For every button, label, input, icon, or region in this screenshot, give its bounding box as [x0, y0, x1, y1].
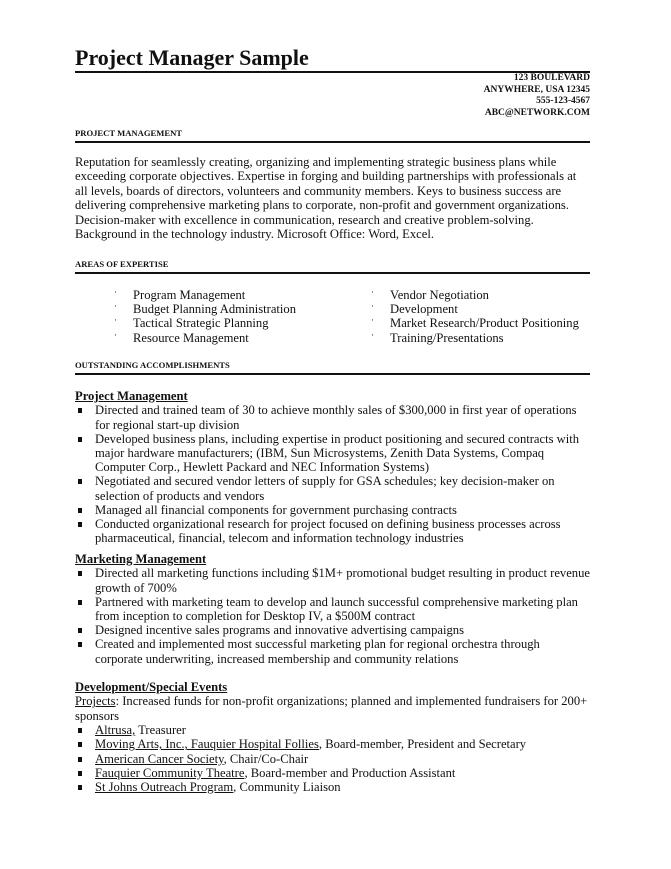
project-management-block [75, 389, 590, 545]
bullet-icon: · [114, 315, 117, 326]
divider [75, 141, 590, 143]
list-item: Negotiated and secured vendor letters of supply for GSA schedules; key decision-maker on selection of products and vendors [75, 474, 590, 502]
list-item [75, 752, 590, 766]
list-item [114, 331, 296, 345]
city-line: ANYWHERE, USA 12345 [483, 84, 590, 95]
list-item [371, 288, 579, 302]
list-item: Conducted organizational research for project focused on defining business processes across pharmaceutical, financial, telecom and information technology industries [75, 517, 590, 545]
list-item: Managed all financial components for government purchasing contracts [75, 503, 590, 517]
email: ABC@NETWORK.COM [484, 108, 590, 119]
bullet-list [75, 566, 590, 665]
item-text: Tactical Strategic Planning [133, 316, 269, 331]
address-line: 123 BOULEVARD [513, 73, 590, 83]
projects-label: Projects [75, 694, 116, 709]
divider [75, 272, 590, 274]
expertise-column-left [114, 288, 296, 345]
subheading: Development/Special Events [75, 680, 228, 694]
bullet-icon: · [114, 287, 117, 297]
role: , Board-member, President and Secretary [318, 737, 527, 752]
development-block [75, 680, 590, 794]
section-heading-expertise: AREAS OF EXPERTISE [75, 259, 169, 269]
list-item [75, 766, 590, 780]
list-item: Partnered with marketing team to develop and launch successful comprehensive marketing plan from inception to completion for Desktop IV, a $500M contract [75, 595, 590, 623]
list-item [75, 737, 590, 751]
list-item: Directed all marketing functions including $1M+ promotional budget resulting in product revenue growth of 700% [75, 566, 590, 594]
organization: American Cancer Society [95, 751, 224, 766]
subheading: Marketing Management [75, 552, 207, 566]
section-heading-summary: PROJECT MANAGEMENT [75, 128, 183, 138]
subheading: Project Management [75, 389, 188, 403]
list-item [371, 302, 579, 316]
list-item [371, 331, 579, 345]
divider [75, 373, 590, 375]
role: , Board-member and Production Assistant [244, 765, 456, 780]
item-text: Vendor Negotiation [390, 288, 489, 302]
list-item [114, 302, 296, 316]
phone: 555-123-4567 [536, 96, 590, 107]
list-item [114, 316, 296, 330]
list-item [75, 723, 590, 737]
projects-text: : Increased funds for non-profit organizations; planned and implemented fundraisers for 200+ sponsors [75, 694, 588, 723]
marketing-management-block [75, 552, 590, 666]
list-item [371, 316, 579, 330]
projects-line [75, 694, 590, 723]
list-item: Created and implemented most successful marketing plan for regional orchestra through corporate underwriting, increased membership and community relations [75, 637, 590, 665]
bullet-icon: · [371, 329, 374, 340]
item-text: Resource Management [133, 330, 249, 345]
bullet-list [75, 403, 590, 545]
section-heading-accomplishments: OUTSTANDING ACCOMPLISHMENTS [75, 360, 230, 370]
bullet-icon: · [371, 315, 374, 326]
bullet-icon: · [114, 301, 117, 312]
item-text: Development [390, 302, 458, 317]
role: , Community Liaison [233, 780, 341, 795]
summary-paragraph: Reputation for seamlessly creating, organizing and implementing strategic business plans while exceeding corporate objectives. Expertise in forging and building partnerships with professionals at all levels, boards of directors, volunteers and community members. Keys to business success are delivering comprehensive marketing plans to corporate, non-profit and government organizations. Decision-maker with excellence in communication, research and creative problem-solving. Background in the technology industry. Microsoft Office: Word, Excel. [75, 155, 577, 242]
expertise-column-right [371, 288, 579, 345]
bullet-list [75, 723, 590, 794]
organization: Altrusa, [95, 723, 136, 738]
item-text: Market Research/Product Positioning [390, 316, 579, 331]
role: , Chair/Co-Chair [223, 751, 309, 766]
item-text: Program Management [133, 288, 246, 302]
organization: St Johns Outreach Program [95, 780, 234, 795]
list-item: Developed business plans, including expertise in product positioning and secured contracts with major hardware manufacturers; (IBM, Sun Microsystems, Zenith Data Systems, Compaq Computer Corp., Hewlett Packard and NEC Information Systems) [75, 432, 590, 475]
role: Treasurer [135, 723, 186, 738]
page-title: Project Manager Sample [75, 45, 309, 70]
list-item [75, 780, 590, 794]
item-text: Training/Presentations [390, 330, 504, 345]
list-item [114, 288, 296, 302]
bullet-icon: · [371, 301, 374, 312]
bullet-icon: · [114, 329, 117, 340]
bullet-icon: · [371, 287, 374, 297]
organization: Fauquier Community Theatre [95, 765, 245, 780]
list-item: Directed and trained team of 30 to achieve monthly sales of $300,000 in first year of operations for regional start-up division [75, 403, 590, 431]
organization: Moving Arts, Inc., Fauquier Hospital Follies [95, 737, 319, 752]
contact-block [75, 73, 590, 120]
list-item: Designed incentive sales programs and innovative advertising campaigns [75, 623, 590, 637]
item-text: Budget Planning Administration [133, 302, 297, 317]
